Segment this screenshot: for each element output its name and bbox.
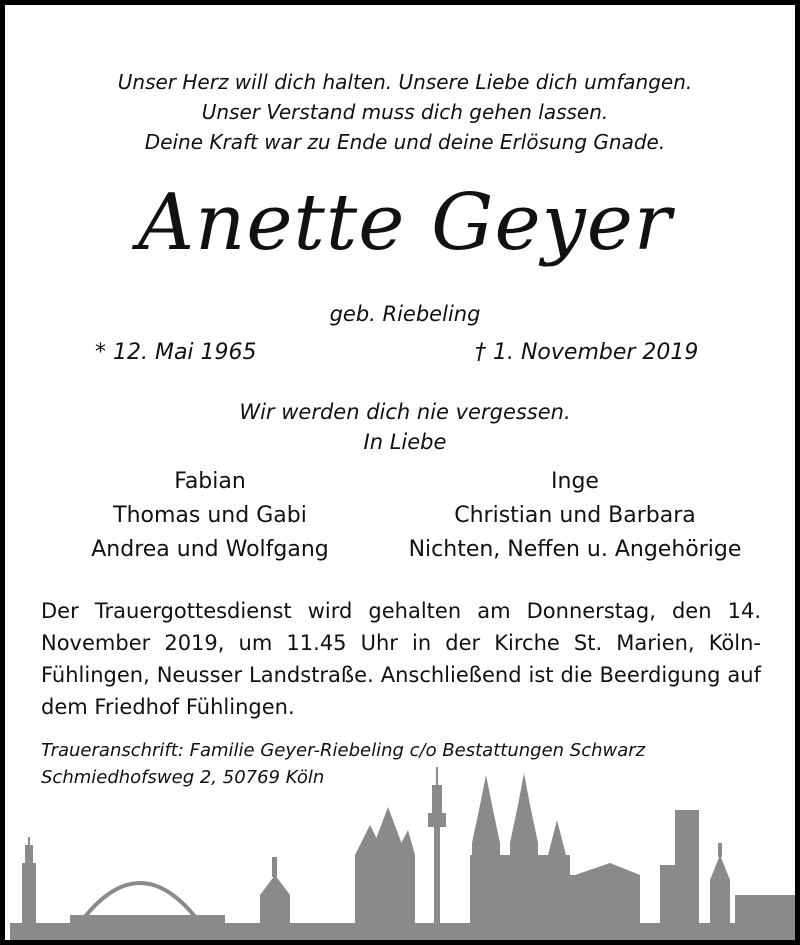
birth-name: geb. Riebeling (329, 302, 481, 326)
death-date: † 1. November 2019 (475, 340, 699, 365)
poem-line: Unser Herz will dich halten. Unsere Liebe dich umfangen. (117, 70, 693, 94)
farewell-line: Wir werden dich nie vergessen. (239, 400, 571, 424)
mourners-right (380, 465, 770, 567)
mourner: Thomas und Gabi (113, 503, 307, 528)
deceased-name: Anette Geyer (137, 178, 673, 268)
poem (5, 67, 800, 157)
mourner: Fabian (174, 469, 246, 494)
mourner: Andrea und Wolfgang (91, 537, 329, 562)
address-line: Traueranschrift: Familie Geyer-Riebeling c/o Bestattungen Schwarz (41, 740, 646, 761)
address-line: Schmiedhofsweg 2, 50769 Köln (41, 767, 325, 788)
skyline-silhouette (10, 767, 800, 945)
cologne-skyline-image (10, 745, 800, 945)
farewell-text (5, 397, 800, 457)
mourners-left (45, 465, 375, 567)
farewell-line: In Liebe (363, 430, 447, 454)
mourner: Inge (551, 469, 599, 494)
service-info: Der Trauergottesdienst wird gehalten am Donnerstag, den 14. November 2019, um 11.45 Uhr in der Kirche St. Marien, Köln-Fühlingen, Neusser Landstraße. Anschließend ist die Beerdigung auf dem Friedhof Fühlingen. (41, 599, 761, 719)
mourner: Christian und Barbara (454, 503, 696, 528)
poem-line: Deine Kraft war zu Ende und deine Erlösung Gnade. (144, 130, 666, 154)
birth-date: * 12. Mai 1965 (95, 340, 257, 365)
poem-line: Unser Verstand muss dich gehen lassen. (201, 100, 609, 124)
mourner: Nichten, Neffen u. Angehörige (408, 537, 742, 562)
